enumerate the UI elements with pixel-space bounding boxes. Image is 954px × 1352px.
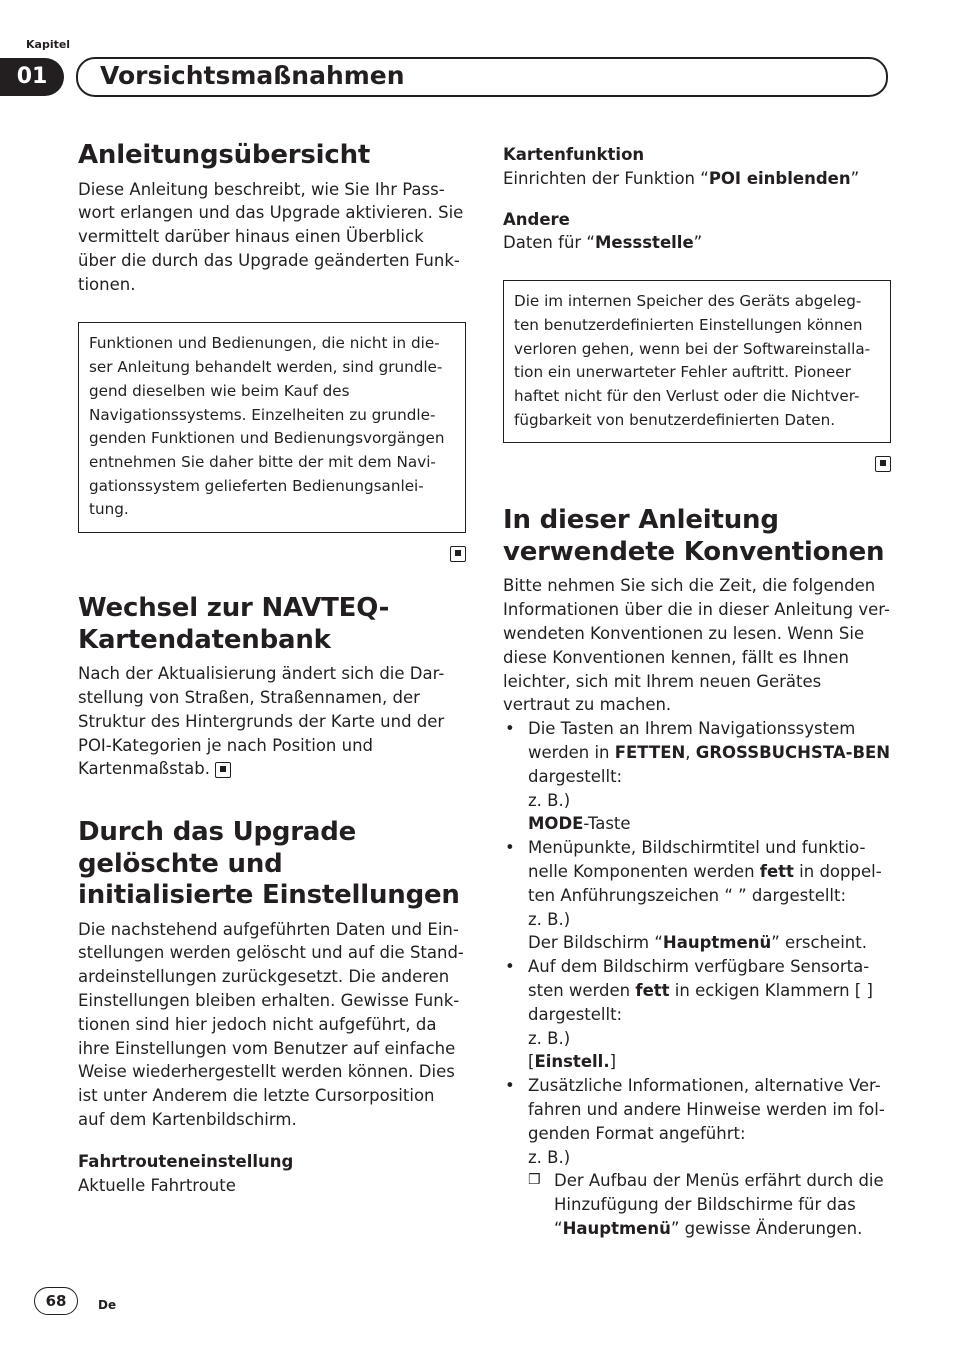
- note-box-right: [503, 280, 891, 443]
- check-bold: Hauptmenü: [562, 1218, 671, 1238]
- bullet-text: Auf dem Bildschirm verfügbare Sensorta-sten werden: [528, 957, 870, 1000]
- list-item: [503, 717, 891, 836]
- list-item: [503, 1074, 891, 1241]
- section-body-navteq: [78, 662, 466, 781]
- list-item: [503, 955, 891, 1074]
- kartenfunktion-prefix: Einrichten der Funktion “: [503, 168, 709, 188]
- bullet-bold: GROSSBUCHSTA-BEN: [695, 742, 891, 762]
- section-title-konventionen: In dieser Anleitung verwendete Konventionen: [503, 505, 885, 567]
- andere-body: [503, 231, 891, 255]
- section-body-konventionen: Bitte nehmen Sie sich die Zeit, die folgenden Informationen über die in dieser Anleitung ver-wendeten Konventionen zu lesen. Wenn Sie diese Konventionen kennen, fällt es Ihnen leichter, sich mit Ihrem neuen Gerätes vertraut zu machen.: [503, 576, 890, 715]
- example-text: [: [528, 1052, 535, 1072]
- chapter-title: Vorsichtsmaßnahmen: [100, 61, 405, 90]
- language-code: De: [98, 1298, 117, 1312]
- end-marker-row: [78, 541, 466, 565]
- conventions-list: [503, 717, 891, 1241]
- bullet-bold: FETTEN: [614, 742, 686, 762]
- note-text-right: Die im internen Speicher des Geräts abgeleg-ten benutzerdefinierten Einstellungen können verloren gehen, wenn bei der Softwareinstalla-tion ein unerwarteter Fehler auftritt. Pioneer haftet nicht für den Verlust oder die Nichtver-fügbarkeit von benutzerdefinierten Daten.: [514, 292, 871, 429]
- bullet-text: ,: [685, 742, 696, 762]
- example-label: z. B.): [528, 909, 571, 929]
- section-title-upgrade: Durch das Upgrade gelöschte und initialisierte Einstellungen: [78, 817, 460, 911]
- bullet-text: dargestellt:: [528, 766, 623, 786]
- andere-bold: Messstelle: [594, 233, 694, 253]
- check-text: ” gewisse Änderungen.: [670, 1218, 863, 1238]
- kartenfunktion-body: [503, 167, 891, 191]
- example-text: ” erscheint.: [771, 933, 867, 953]
- andere-suffix: ”: [693, 233, 703, 253]
- example-text: Der Bildschirm “: [528, 933, 663, 953]
- example-bold: Hauptmenü: [662, 933, 772, 953]
- section-title-navteq: Wechsel zur NAVTEQ-Kartendatenbank: [78, 593, 390, 655]
- section-body-anleitungsuebersicht: Diese Anleitung beschreibt, wie Sie Ihr Pass-wort erlangen und das Upgrade aktivieren. Sie vermittelt darüber hinaus einen Überblick über die durch das Upgrade geänderten Funk-tionen.: [78, 179, 464, 294]
- subheading-kartenfunktion: Kartenfunktion: [503, 145, 645, 164]
- note-text-left: Funktionen und Bedienungen, die nicht in die-ser Anleitung behandelt werden, sind grundle-gend dieselben wie beim Kauf des Navigationssystems. Einzelheiten zu grundle-genden Funktionen und Bedienungsvorgängen entnehmen Sie daher bitte der mit dem Navi-gationssystem gelieferten Bedienungsanlei-tung.: [89, 334, 445, 519]
- check-text: Der Aufbau der Menüs erfährt durch die Hinzufügung der Bildschirme für das “: [554, 1171, 884, 1238]
- andere-prefix: Daten für “: [503, 233, 595, 253]
- page-number: 68: [34, 1287, 78, 1315]
- example-text: -Taste: [583, 814, 631, 834]
- bullet-bold: fett: [759, 861, 794, 881]
- chapter-label: Kapitel: [26, 38, 71, 51]
- example-label: z. B.): [528, 790, 571, 810]
- subheading-andere: Andere: [503, 209, 570, 229]
- kartenfunktion-suffix: ”: [850, 168, 860, 188]
- example-text: ]: [609, 1052, 617, 1072]
- end-of-section-icon: [215, 762, 231, 778]
- example-bold: MODE: [528, 814, 584, 834]
- bullet-text: in eckigen Klammern [ ] dargestellt:: [528, 980, 873, 1024]
- example-bold: Einstell.: [534, 1052, 610, 1072]
- right-column: [503, 140, 891, 1241]
- bullet-text: Zusätzliche Informationen, alternative Ver-fahren und andere Hinweise werden im fol-genden Format angeführt:: [528, 1076, 885, 1143]
- bullet-bold: fett: [635, 980, 670, 1000]
- bullet-text: Die Tasten an Ihrem Navigationssystem werden in: [528, 719, 856, 762]
- list-item: [503, 836, 891, 955]
- bullet-text: Menüpunkte, Bildschirmtitel und funktio-nelle Komponenten werden: [528, 838, 866, 881]
- end-of-section-icon: [450, 546, 466, 562]
- section-body-upgrade: Die nachstehend aufgeführten Daten und Ein-stellungen werden gelöscht und auf die Stand-ardeinstellungen zurückgesetzt. Die anderen Einstellungen bleiben erhalten. Gewisse Funk-tionen sind hier jedoch nicht aufgeführt, da ihre Einstellungen vom Benutzer auf einfache Weise wiederhergestellt werden können. Dies ist unter Anderem die letzte Cursorposition auf dem Kartenbildschirm.: [78, 919, 464, 1129]
- subheading-fahrtrouteneinstellung: Fahrtrouteneinstellung: [78, 1151, 294, 1171]
- example-label: z. B.): [528, 1147, 571, 1167]
- end-marker-row: [503, 451, 891, 475]
- bullet-text: in doppel-ten Anführungszeichen “ ” dargestellt:: [528, 861, 882, 905]
- section-body-navteq-text: Nach der Aktualisierung ändert sich die Dar-stellung von Straßen, Straßennamen, der Struktur des Hintergrunds der Karte und der POI-Kategorien je nach Position und Kartenmaßstab.: [78, 664, 445, 779]
- end-of-section-icon: [875, 456, 891, 472]
- note-box-left: [78, 322, 466, 533]
- checkbox-note: [528, 1169, 891, 1240]
- example-label: z. B.): [528, 1028, 571, 1048]
- section-title-anleitungsuebersicht: Anleitungsübersicht: [78, 140, 371, 170]
- chapter-number: 01: [0, 58, 64, 96]
- subheading-body-fahrtrouteneinstellung: Aktuelle Fahrtroute: [78, 1175, 236, 1195]
- kartenfunktion-bold: POI einblenden: [708, 168, 851, 188]
- left-column: [78, 140, 466, 1197]
